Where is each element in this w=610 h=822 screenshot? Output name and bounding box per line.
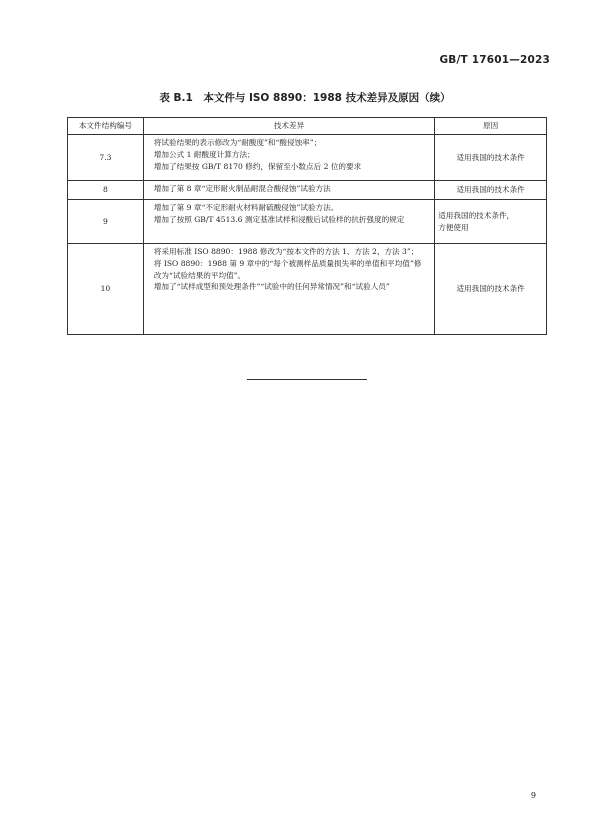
technical-difference-cell [143,181,434,200]
reason-cell [435,200,547,244]
difference-line: 将试验结果的表示修改为“耐酸度”和“酸侵蚀率”； [153,138,322,147]
table-title: 表 B.1 本文件与 ISO 8890：1988 技术差异及原因（续） [159,92,451,104]
standard-number: GB/T 17601—2023 [439,54,550,66]
structure-number-cell: 7.3 [68,135,144,181]
structure-number-cell: 8 [68,181,144,200]
page-number: 9 [530,791,536,800]
table-row [68,135,547,181]
difference-line: 增加了结果按 GB/T 8170 修约，保留至小数点后 2 位的要求 [153,161,362,171]
difference-line: 将采用标准 ISO 8890：1988 修改为“按本文件的方法 1、方法 2、方法 3”； [153,247,419,256]
structure-number-cell: 10 [68,244,144,335]
difference-line: 增加了按照 GB/T 4513.6 测定基准试样和浸酸后试验样的抗折强度的规定 [153,214,405,224]
column-header-reason: 原因 [435,118,547,135]
column-header-technical-difference: 技术差异 [143,118,434,135]
column-header-structure-number: 本文件结构编号 [68,118,144,135]
table-header-row [68,118,547,135]
reason-line: 适用我国的技术条件， [438,210,515,220]
difference-line: 将 ISO 8890：1988 第 9 章中的“每个被测样品质量损失率的单值和平均值”修改为“试验结果的平均值”。 [153,258,422,280]
technical-difference-cell [143,200,434,244]
difference-line: 增加公式 1 耐酸度计算方法； [153,149,255,159]
difference-line: 增加了第 9 章“不定形耐火材料耐硫酸侵蚀”试验方法。 [153,203,339,212]
difference-line: 增加了第 8 章“定形耐火制品耐混合酸侵蚀”试验方法 [153,184,331,193]
difference-line: 增加了“试样成型和预处理条件”“试验中的任何异常情况”和“试验人员” [153,282,390,292]
reason-cell: 适用我国的技术条件 [435,244,547,335]
structure-number-cell: 9 [68,200,144,244]
table-row [68,200,547,244]
end-rule [247,379,367,380]
reason-line: 方便使用 [438,222,469,232]
reason-cell: 适用我国的技术条件 [435,181,547,200]
technical-difference-cell [143,244,434,335]
reason-cell: 适用我国的技术条件 [435,135,547,181]
table-row [68,244,547,335]
table-row [68,181,547,200]
technical-difference-cell [143,135,434,181]
technical-differences-table [67,117,547,335]
